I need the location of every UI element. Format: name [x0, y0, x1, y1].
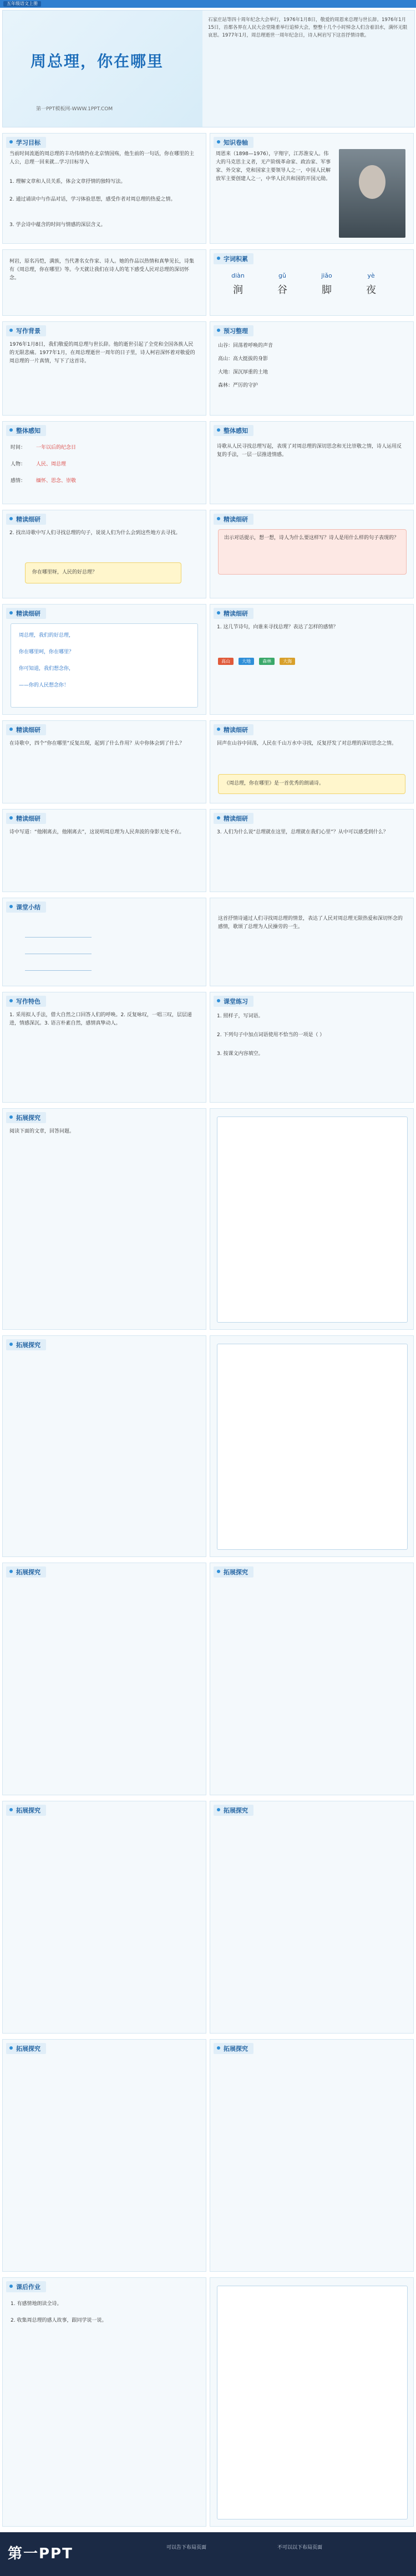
background-heading: 写作背景: [6, 325, 46, 336]
extension-slide-6: [210, 1563, 414, 1795]
structure-value-1: 一年以后的纪念日: [36, 445, 77, 450]
question1-text: 2. 找出诗歌中写人们寻找总理的句子，说说人们为什么会到这些地方去寻找。: [9, 530, 181, 536]
cover-title: 周总理，你在哪里: [31, 52, 164, 70]
knowledge-slide: [210, 133, 414, 244]
question1-slide: [2, 510, 206, 598]
cover-slide: [2, 10, 415, 127]
structure2-slide: [210, 421, 414, 504]
extension-slide-1: [2, 1108, 206, 1330]
diagram-line-3: [25, 970, 92, 971]
structure2-text: 诗歌从人民寻找总理写起，表现了对周总理的深切思念和无比崇敬之情，诗人运用反复的手法，一层一层推进情感。: [217, 444, 402, 458]
vocab-heading: 字词积累: [214, 253, 253, 264]
extension-heading-5: 拓展探究: [6, 1566, 46, 1578]
chip-4: 大海: [280, 658, 295, 665]
goals-intro: 当前时间流逝的周总理的丰功伟绩仍在北京情国殇，他生前的一句话，你在哪里的主人公，总理一回来就...学习目标导入: [9, 151, 195, 165]
knowledge-heading: 知识卷轴: [214, 137, 253, 148]
background-slide: [2, 321, 206, 416]
chip-row: [217, 654, 296, 665]
summary-text-slide: [210, 898, 414, 986]
extension-slide-8: [210, 1801, 414, 2034]
structure-slide: [2, 421, 206, 504]
reading3-text: 在诗歌中，四个“你在哪里”反复出现，起到了什么作用？从中你体会到了什么？: [9, 741, 185, 746]
summary-heading: 课堂小结: [6, 902, 46, 913]
reading4-heading: 精读细研: [214, 724, 253, 735]
homework-2: 2. 收集周总理的感人故事，跟同学说一说。: [11, 2318, 107, 2323]
poem-box: [11, 623, 198, 708]
reading2-slide: [210, 604, 414, 715]
reading6-text: 3. 人们为什么说“总理就在这里，总理就在我们心里”？从中可以感受到什么？: [217, 829, 388, 835]
reading5-slide: [2, 809, 206, 892]
question2-slide: [210, 510, 414, 598]
extension-heading-10: 拓展探究: [214, 2043, 253, 2054]
extension-slide-10: [210, 2039, 414, 2272]
reading4-answer: 《周总理，你在哪里》是一首优秀的朗诵诗。: [224, 781, 324, 786]
reading2-text: 1. 这几节诗句，向谁来寻找总理？表达了怎样的感情？: [217, 624, 338, 630]
chip-3: 森林: [259, 658, 275, 665]
writing-heading: 写作特色: [6, 996, 46, 1007]
question2-box: [218, 529, 407, 575]
homework-1: 1. 有感情地朗读全诗。: [11, 2301, 62, 2307]
author-slide: [2, 249, 206, 316]
role-4: 森林：严厉的守护: [218, 383, 258, 388]
role-2: 高山：高大挺拔的身影: [218, 356, 268, 362]
diagram-line-1: [25, 937, 92, 938]
chip-2: 大地: [239, 658, 254, 665]
char-1: 涧: [233, 284, 243, 296]
role-3: 大地：深沉厚重的土地: [218, 370, 268, 375]
poem-line-1: 周总理，我们的好总理，: [19, 633, 74, 638]
goals-slide: [2, 133, 206, 244]
goals-heading: 学习目标: [6, 137, 46, 148]
poem-line-2: 你在哪里呵，你在哪里？: [19, 649, 74, 655]
reading1-slide: [2, 604, 206, 715]
homework-visual-box: [217, 2286, 408, 2519]
extension-heading-8: 拓展探究: [214, 1805, 253, 1816]
question2-text: 出示对话提示，想一想，诗人为什么要这样写？诗人是用什么样的句子表现的？: [224, 535, 399, 541]
extension-heading-3: 拓展探究: [6, 1339, 46, 1350]
extension-heading-7: 拓展探究: [6, 1805, 46, 1816]
extension-heading-9: 拓展探究: [6, 2043, 46, 2054]
cover-intro: 石家庄站等四十周年纪念大会举行，1976年1月8日，敬爱的周恩来总理与世长辞。1976年1月15日，首都各界在人民大会堂隆重举行追悼大会，整整十几个小时悼念人们含着泪水，满怀无限哀思。1977年1月，周总理逝世一周年纪念日，诗人柯岩写下这首抒情诗歌。: [208, 17, 408, 38]
knowledge-text: 周恩来（1898—1976），字翔宇，江苏淮安人。伟大的马克思主义者，无产阶级革命家、政治家、军事家、外交家，党和国家主要领导人之一，中国人民解放军主要创建人之一，中华人民共和国的开国元勋。: [216, 151, 331, 182]
writing-slide: [2, 992, 206, 1103]
cover-visual: [3, 11, 202, 127]
exercise-heading: 课堂练习: [214, 996, 253, 1007]
summary-text: 这首抒情诗通过人们寻找周总理的情景，表达了人民对周总理无限热爱和深切怀念的感情，歌颂了总理为人民操劳的一生。: [218, 916, 403, 930]
extension-slide-7: [2, 1801, 206, 2034]
roles-slide: [210, 321, 414, 416]
exercise-slide: [210, 992, 414, 1103]
question2-heading: 精读细研: [214, 514, 253, 525]
poem-line-3: 你可知道，我们想念你，: [19, 666, 74, 672]
homework-slide: [2, 2277, 206, 2527]
structure2-heading: 整体感知: [214, 425, 253, 436]
reading5-text: 诗中写道：“他刚离去，他刚离去”，这说明周总理为人民奔波的身影无处不在。: [9, 829, 185, 835]
footer-bar: [0, 2532, 416, 2576]
structure-value-2: 人民、周总理: [36, 462, 67, 467]
premier-portrait: [339, 149, 405, 238]
top-banner: [0, 0, 416, 8]
goal-3: 3. 学会诗中蕴含的时间与情感的深层含义。: [9, 222, 106, 228]
roles-heading: 预习整理: [214, 325, 253, 336]
reading1-heading: 精读细研: [6, 608, 46, 619]
cover-site: 第一PPT模板网-WWW.1PPT.COM: [36, 106, 113, 112]
exercise-2: 2. 下列句子中加点词语使用不恰当的一项是（ ）: [217, 1032, 325, 1038]
char-4: 夜: [366, 284, 376, 296]
homework-visual: [210, 2277, 414, 2527]
reading3-heading: 精读细研: [6, 724, 46, 735]
extension-slide-3: [2, 1335, 206, 1557]
extension-text-1: 阅读下面的文章，回答问题。: [9, 1129, 75, 1134]
pinyin-1: diàn: [231, 272, 245, 279]
reading-passage-box: [217, 1117, 408, 1323]
exercise-1: 1. 照样子，写词语。: [217, 1013, 263, 1019]
reading6-heading: 精读细研: [214, 813, 253, 824]
goal-1: 1. 理解文章和人员关系，体会文章抒情的独特写法。: [9, 179, 126, 185]
char-2: 谷: [277, 284, 287, 296]
question1-bubble: 你在哪里呀，人民的好总理？: [32, 570, 98, 575]
reading6-slide: [210, 809, 414, 892]
reading5-heading: 精读细研: [6, 813, 46, 824]
grade-tag: 五年级语文上册: [3, 1, 41, 7]
pinyin-3: jiǎo: [321, 272, 332, 279]
structure-label-1: 时间：: [11, 445, 26, 450]
writing-text: 1. 采用拟人手法，借大自然之口回答人们的呼唤。2. 反复咏叹，一唱三叹，层层递进，情感深沉。3. 语言朴素自然，感情真挚动人。: [9, 1012, 192, 1026]
chip-1: 高山: [218, 658, 234, 665]
structure-heading: 整体感知: [6, 425, 46, 436]
structure-label-3: 感情：: [11, 478, 26, 484]
question1-bubble-box: [25, 562, 181, 583]
goal-2: 2. 通过诵读中与作品对话，学习体验思想，感受作者对周总理的热爱之情。: [9, 197, 176, 202]
extension-slide-4: [210, 1335, 414, 1557]
role-1: 山谷：回荡着呼唤的声音: [218, 343, 273, 349]
exercise-3: 3. 按课文内容填空。: [217, 1051, 263, 1057]
char-3: 脚: [322, 284, 332, 296]
extension-slide-2: [210, 1108, 414, 1330]
extension-slide-5: [2, 1563, 206, 1795]
structure-label-2: 人物：: [11, 462, 26, 467]
homework-heading: 课后作业: [6, 2281, 46, 2292]
reading3-slide: [2, 720, 206, 803]
reading4-text: 回声在山谷中回荡，人民在千山万水中寻找，反复抒发了对总理的深切思念之情。: [217, 741, 397, 746]
footer-right-text: 不可以以下布局页面: [277, 2545, 323, 2551]
pinyin-2: gǔ: [278, 272, 286, 279]
reading4-answer-box: [218, 774, 405, 794]
reading-passage-box-2: [217, 1344, 408, 1550]
reading2-heading: 精读细研: [214, 608, 253, 619]
poem-line-4: ——你的人民想念你！: [19, 683, 69, 688]
structure-value-3: 缅怀、思念、崇敬: [36, 478, 77, 484]
summary-slide: [2, 898, 206, 986]
background-text: 1976年1月8日，我们敬爱的周总理与世长辞。他的逝世引起了全党和全国各族人民的无限悲痛。1977年1月，在周总理逝世一周年的日子里，诗人柯岩深怀着对敬爱的周总理的一片真情，写下了这首诗。: [9, 342, 195, 364]
author-text: 柯岩，原名冯恺，满族，当代著名女作家、诗人。她的作品以热情和真挚见长，诗集有《周总理，你在哪里》等。今天就让我们在诗人的笔下感受人民对总理的深切怀念。: [9, 259, 195, 281]
extension-heading-6: 拓展探究: [214, 1566, 253, 1578]
extension-slide-9: [2, 2039, 206, 2272]
footer-left-text: 可以告下布局页面: [166, 2545, 207, 2551]
pinyin-4: yè: [367, 272, 375, 279]
question1-heading: 精读细研: [6, 514, 46, 525]
extension-heading-1: 拓展探究: [6, 1112, 46, 1123]
vocab-slide: [210, 249, 414, 316]
footer-logo: 第一PPT: [8, 2546, 73, 2562]
reading4-slide: [210, 720, 414, 803]
